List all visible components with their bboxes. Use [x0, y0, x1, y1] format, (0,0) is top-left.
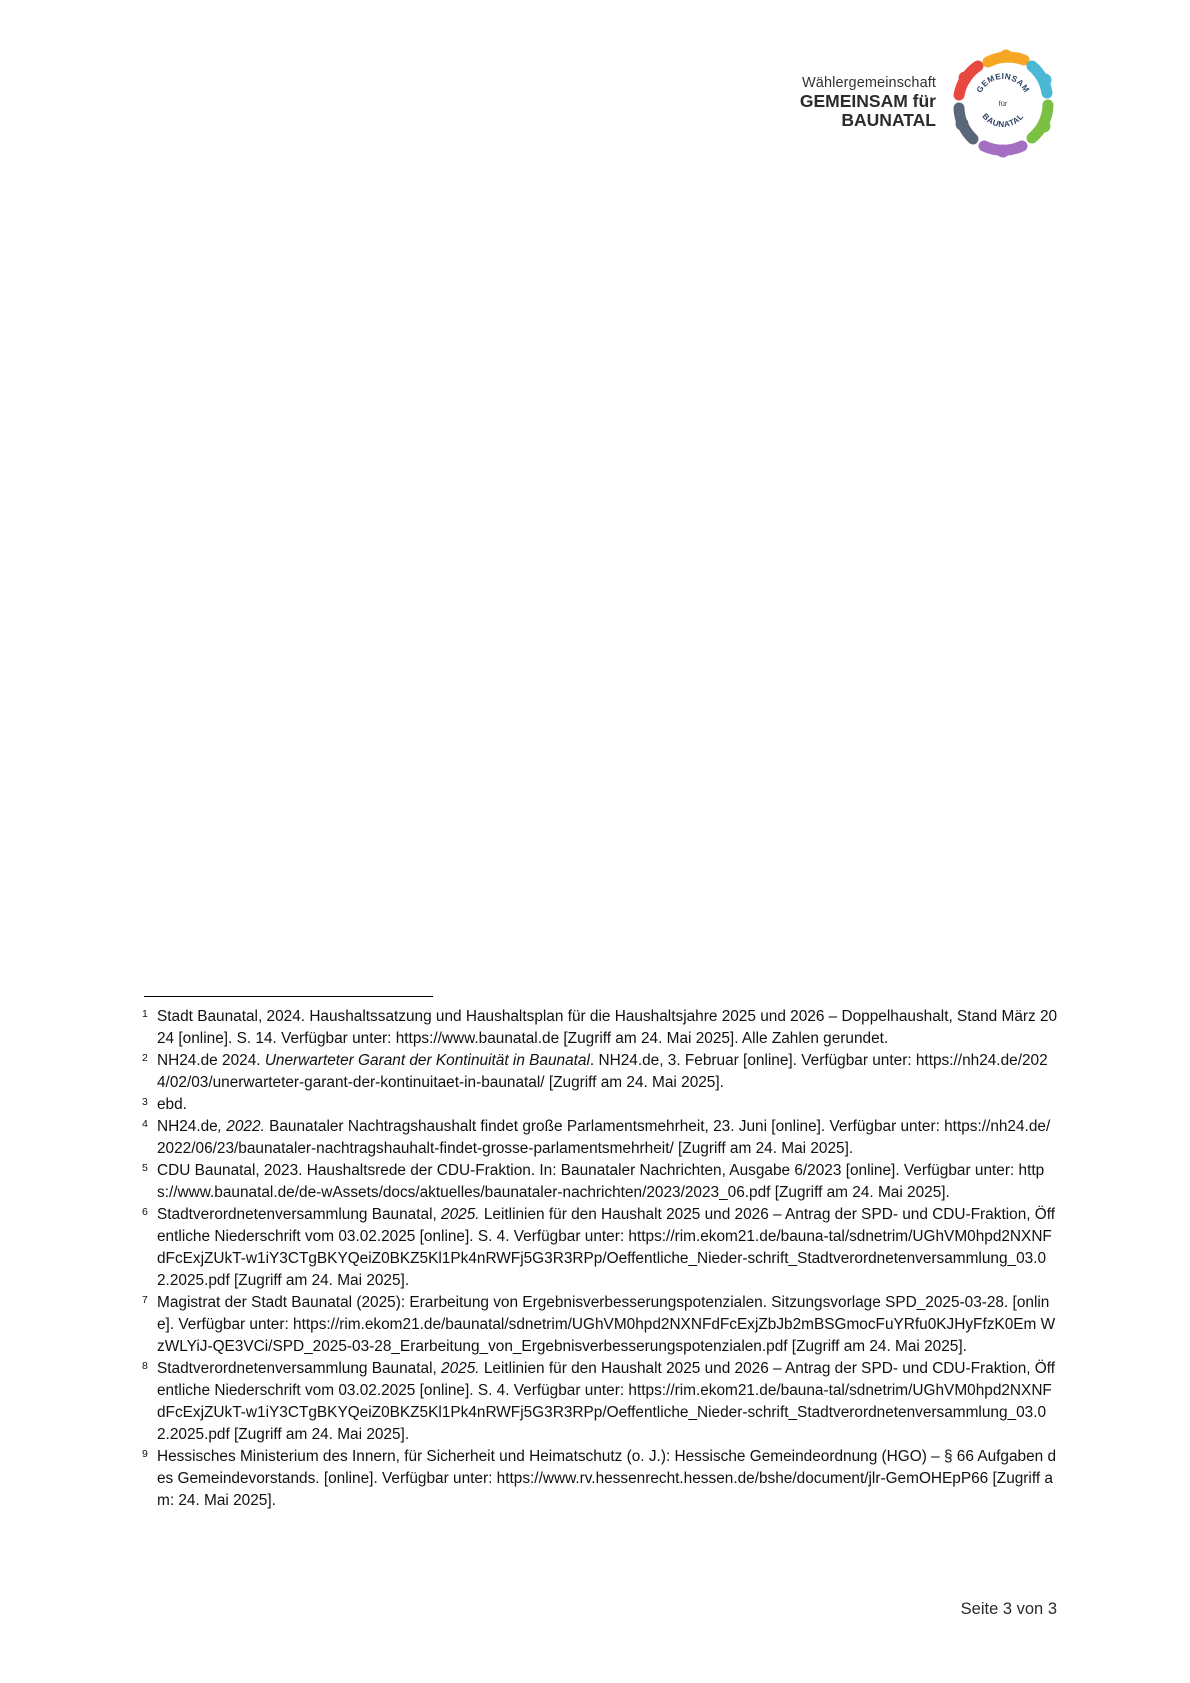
footnote-emphasis: , 2022.	[217, 1118, 265, 1135]
footnote-text	[157, 1006, 1058, 1050]
footnote-1	[142, 1006, 1058, 1050]
footnotes-section	[142, 1006, 1058, 1512]
footnote-number: 3	[142, 1096, 148, 1108]
footnote-number: 7	[142, 1294, 148, 1306]
footnote-emphasis: 2025.	[441, 1206, 480, 1223]
emblem-text-top: GEMEINSAM	[974, 71, 1032, 95]
emblem-head-green	[1038, 120, 1051, 133]
footnote-text-segment: Stadtverordnetenversammlung Baunatal,	[157, 1206, 442, 1223]
footnote-text-segment: Magistrat der Stadt Baunatal (2025): Erarbeitung von Ergebnisverbesserungspotenzialen. Sitzungsvorlage SPD_2025-03-28. [online]. Verfügbar unter: https://rim.ekom21.de/baunatal/sdnetrim/UGhVM0hpd2NXNFdFcExjZbJb2mBSGmocFuYRfu0KJHyFfzK0Em WzWLYiJ-QE3VCi/SPD_2025-03-28_Erarbeitung_von_Ergebnisverbesserungspotenzialen.pdf [Zugriff am 24. Mai 2025].	[157, 1294, 1056, 1355]
footnote-number: 4	[142, 1118, 148, 1130]
footnote-number: 6	[142, 1206, 148, 1218]
footnote-9	[142, 1446, 1058, 1512]
footnote-text	[157, 1292, 1058, 1358]
emblem-head-red	[959, 72, 972, 85]
footnote-6	[142, 1204, 1058, 1292]
footnote-text	[157, 1050, 1058, 1094]
footnote-text-segment: Leitlinien für den Haushalt 2025 und 2026 – Antrag der SPD- und CDU-Fraktion, Öffentliche Niederschrift vom 03.02.2025 [online]. S. 4. Verfügbar unter: https://rim.ekom21.de/bauna-tal/sdnetrim/UGhVM0hpd2NXNFdFcExjZUkT-w1iY3CTgBKYQeiZ0BKZ5Kl1Pk4nRWFj5G3R3RPp/Oeffentliche_Nieder-schrift_Stadtverordnetenversammlung_03.02.2025.pdf [Zugriff am 24. Mai 2025].	[157, 1360, 1056, 1443]
footnote-number: 9	[142, 1448, 148, 1460]
footnote-text	[157, 1094, 1058, 1116]
footnote-text-segment: Stadt Baunatal, 2024. Haushaltssatzung und Haushaltsplan für die Haushaltsjahre 2025 und 2026 – Doppelhaushalt, Stand März 2024 [online]. S. 14. Verfügbar unter: https://www.baunatal.de [Zugriff am 24. Mai 2025]. Alle Zahlen gerundet.	[157, 1008, 1058, 1047]
footnote-text	[157, 1116, 1058, 1160]
header-logo	[800, 48, 1058, 158]
footnote-text-segment: Stadtverordnetenversammlung Baunatal,	[157, 1360, 442, 1377]
footnote-separator	[144, 996, 433, 997]
emblem-head-purple	[997, 145, 1010, 158]
footnote-2	[142, 1050, 1058, 1094]
organization-type: Wählergemeinschaft	[802, 75, 936, 92]
emblem-text-middle: für	[998, 99, 1008, 108]
footnote-text-segment: NH24.de	[157, 1118, 218, 1135]
footnote-number: 1	[142, 1008, 148, 1020]
footnote-5	[142, 1160, 1058, 1204]
footnote-emphasis: 2025.	[441, 1360, 480, 1377]
footnote-number: 8	[142, 1360, 148, 1372]
footnote-8	[142, 1358, 1058, 1446]
footnote-text-segment: Leitlinien für den Haushalt 2025 und 2026 – Antrag der SPD- und CDU-Fraktion, Öffentliche Niederschrift vom 03.02.2025 [online]. S. 4. Verfügbar unter: https://rim.ekom21.de/bauna-tal/sdnetrim/UGhVM0hpd2NXNFdFcExjZUkT-w1iY3CTgBKYQeiZ0BKZ5Kl1Pk4nRWFj5G3R3RPp/Oeffentliche_Nieder-schrift_Stadtverordnetenversammlung_03.02.2025.pdf [Zugriff am 24. Mai 2025].	[157, 1206, 1056, 1289]
footnote-number: 5	[142, 1162, 148, 1174]
footnote-3	[142, 1094, 1058, 1116]
emblem-head-blue	[1039, 74, 1052, 87]
emblem-text-bottom: BAUNATAL	[980, 111, 1026, 130]
emblem-head-orange	[1000, 50, 1013, 63]
footnote-text	[157, 1446, 1058, 1512]
organization-name-line1: GEMEINSAM für	[799, 90, 936, 111]
community-circle-emblem-icon	[948, 48, 1058, 158]
organization-name-line2: BAUNATAL	[841, 110, 936, 131]
footnote-text-segment: NH24.de 2024.	[157, 1052, 265, 1069]
footnote-text	[157, 1160, 1058, 1204]
footnote-text	[157, 1358, 1058, 1446]
page-number: Seite 3 von 3	[960, 1600, 1057, 1618]
footnote-text-segment: . NH24.de, 3. Februar [online]. Verfügbar unter: https://nh24.de/2024/02/03/unerwarteter-garant-der-kontinuitaet-in-baunatal/ [Zugriff am 24. Mai 2025].	[157, 1052, 1048, 1091]
footnote-text-segment: Hessisches Ministerium des Innern, für Sicherheit und Heimatschutz (o. J.): Hessische Gemeindeordnung (HGO) – § 66 Aufgaben des Gemeindevorstands. [online]. Verfügbar unter: https://www.rv.hessenrecht.hessen.de/bshe/document/jlr-GemOHEpP66 [Zugriff am: 24. Mai 2025].	[157, 1448, 1057, 1509]
footnote-text-segment: Baunataler Nachtragshaushalt findet große Parlamentsmehrheit, 23. Juni [online]. Verfügbar unter: https://nh24.de/2022/06/23/baunataler-nachtragshauhalt-findet-grosse-parlamentsmehrheit/ [Zugriff am 24. Mai 2025].	[157, 1118, 1051, 1157]
footnote-7	[142, 1292, 1058, 1358]
footnote-number: 2	[142, 1052, 148, 1064]
organization-name	[800, 75, 936, 130]
emblem-head-slate	[956, 118, 969, 131]
footnote-4	[142, 1116, 1058, 1160]
footnote-emphasis: Unerwarteter Garant der Kontinuität in Baunatal	[264, 1052, 590, 1069]
footnote-text-segment: CDU Baunatal, 2023. Haushaltsrede der CDU-Fraktion. In: Baunataler Nachrichten, Ausgabe 6/2023 [online]. Verfügbar unter: https://www.baunatal.de/de-wAssets/docs/aktuelles/baunataler-nachrichten/2023/2023_06.pdf [Zugriff am 24. Mai 2025].	[157, 1162, 1045, 1201]
footnote-text	[157, 1204, 1058, 1292]
footnote-text-segment: ebd.	[157, 1096, 187, 1113]
